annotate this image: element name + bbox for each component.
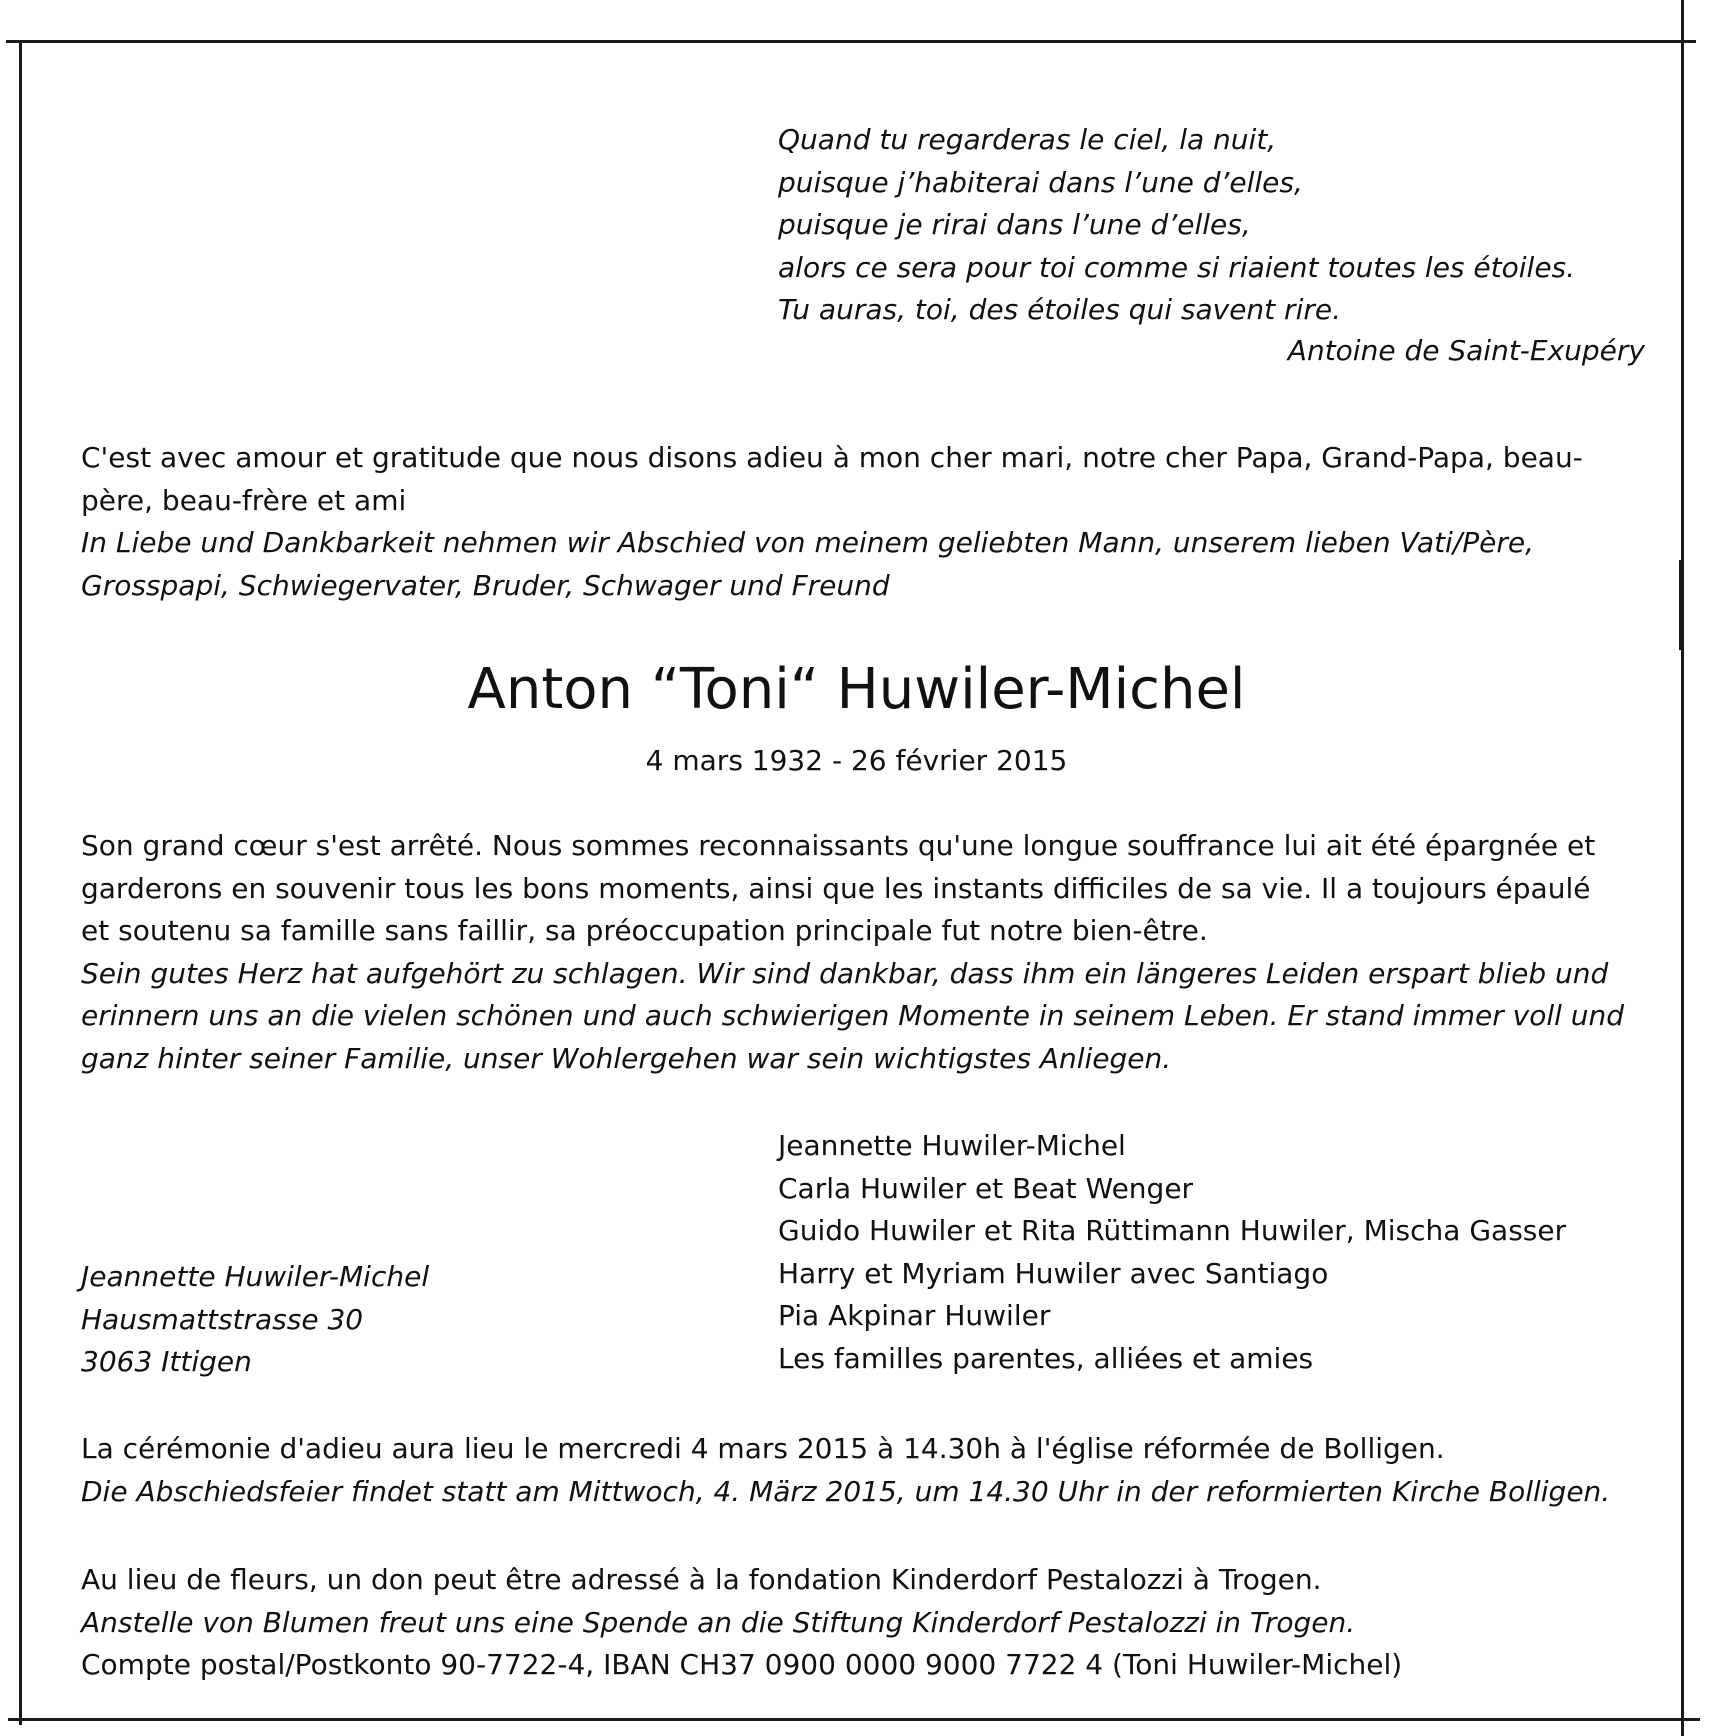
address-line: 3063 Ittigen — [81, 1345, 252, 1378]
donation-account: Compte postal/Postkonto 90-7722-4, IBAN CH37 0900 0000 9000 7722 4 (Toni Huwiler-Michel) — [81, 1648, 1403, 1681]
donation-fr: Au lieu de fleurs, un don peut être adressé à la fondation Kinderdorf Pestalozzi à Trogen. — [81, 1563, 1322, 1596]
frame-right-line — [1681, 0, 1684, 1736]
family-member: Harry et Myriam Huwiler avec Santiago — [778, 1256, 1329, 1290]
intro-block — [81, 437, 1583, 607]
address-line: Jeannette Huwiler-Michel — [81, 1260, 430, 1293]
frame-top-line — [6, 40, 1696, 43]
family-member: Guido Huwiler et Rita Rüttimann Huwiler, Mischa Gasser — [778, 1214, 1567, 1247]
quote-line: puisque j’habiterai dans l’une d’elles, — [778, 165, 1303, 199]
quote-line: puisque je rirai dans l’une d’elles, — [778, 208, 1251, 241]
donation-block — [81, 1559, 1402, 1687]
ceremony-de: Die Abschiedsfeier findet statt am Mittwoch, 4. März 2015, um 14.30 Uhr in der reformierten Kirche Bolligen. — [81, 1474, 1611, 1508]
address-line: Hausmattstrasse 30 — [81, 1302, 364, 1336]
donation-de: Anstelle von Blumen freut uns eine Spende an die Stiftung Kinderdorf Pestalozzi in Trogen. — [81, 1605, 1356, 1639]
quote-author: Antoine de Saint-Exupéry — [1287, 334, 1645, 367]
quote-line: Quand tu regarderas le ciel, la nuit, — [778, 123, 1277, 156]
intro-de-line: In Liebe und Dankbarkeit nehmen wir Abschied von meinem geliebten Mann, unserem lieben Vati/Père, — [81, 526, 1535, 559]
intro-de-line: Grosspapi, Schwiegervater, Bruder, Schwager und Freund — [81, 568, 890, 602]
deceased-dates: 4 mars 1932 - 26 février 2015 — [645, 744, 1068, 777]
frame-left-line — [19, 40, 22, 1725]
body-fr-line: garderons en souvenir tous les bons moments, ainsi que les instants difficiles de sa vie. Il a toujours épaulé — [81, 871, 1591, 905]
family-list — [778, 1125, 1566, 1380]
body-block — [81, 825, 1624, 1080]
body-de-line: erinnern uns an die vielen schönen und auch schwierigen Momente in seinem Leben. Er stand immer voll und — [81, 999, 1625, 1032]
body-fr-line: et soutenu sa famille sans faillir, sa préoccupation principale fut notre bien-être. — [81, 914, 1208, 947]
deceased-name: Anton “Toni“ Huwiler-Michel — [467, 657, 1246, 722]
address-block — [81, 1256, 429, 1384]
family-member: Carla Huwiler et Beat Wenger — [778, 1171, 1194, 1205]
ceremony-fr: La cérémonie d'adieu aura lieu le mercredi 4 mars 2015 à 14.30h à l'église réformée de Bolligen. — [81, 1432, 1445, 1465]
frame-bottom-line — [8, 1718, 1700, 1721]
body-de-line: ganz hinter seiner Familie, unser Wohlergehen war sein wichtigstes Anliegen. — [81, 1041, 1172, 1075]
body-fr-line: Son grand cœur s'est arrêté. Nous sommes reconnaissants qu'une longue souffrance lui ait été épargnée et — [81, 829, 1596, 862]
ceremony-block — [81, 1428, 1610, 1513]
family-member: Pia Akpinar Huwiler — [778, 1299, 1051, 1332]
body-de-line: Sein gutes Herz hat aufgehört zu schlagen. Wir sind dankbar, dass ihm ein längeres Leiden erspart blieb und — [81, 956, 1609, 990]
intro-fr-line: C'est avec amour et gratitude que nous disons adieu à mon cher mari, notre cher Papa, Grand-Papa, beau- — [81, 441, 1583, 474]
quote-block — [778, 119, 1575, 332]
quote-line: Tu auras, toi, des étoiles qui savent rire. — [778, 293, 1341, 326]
family-member: Jeannette Huwiler-Michel — [778, 1129, 1126, 1162]
intro-fr-line: père, beau-frère et ami — [81, 483, 407, 517]
frame-right-mark — [1679, 560, 1684, 650]
quote-line: alors ce sera pour toi comme si riaient toutes les étoiles. — [778, 250, 1576, 284]
family-member: Les familles parentes, alliées et amies — [778, 1341, 1314, 1375]
